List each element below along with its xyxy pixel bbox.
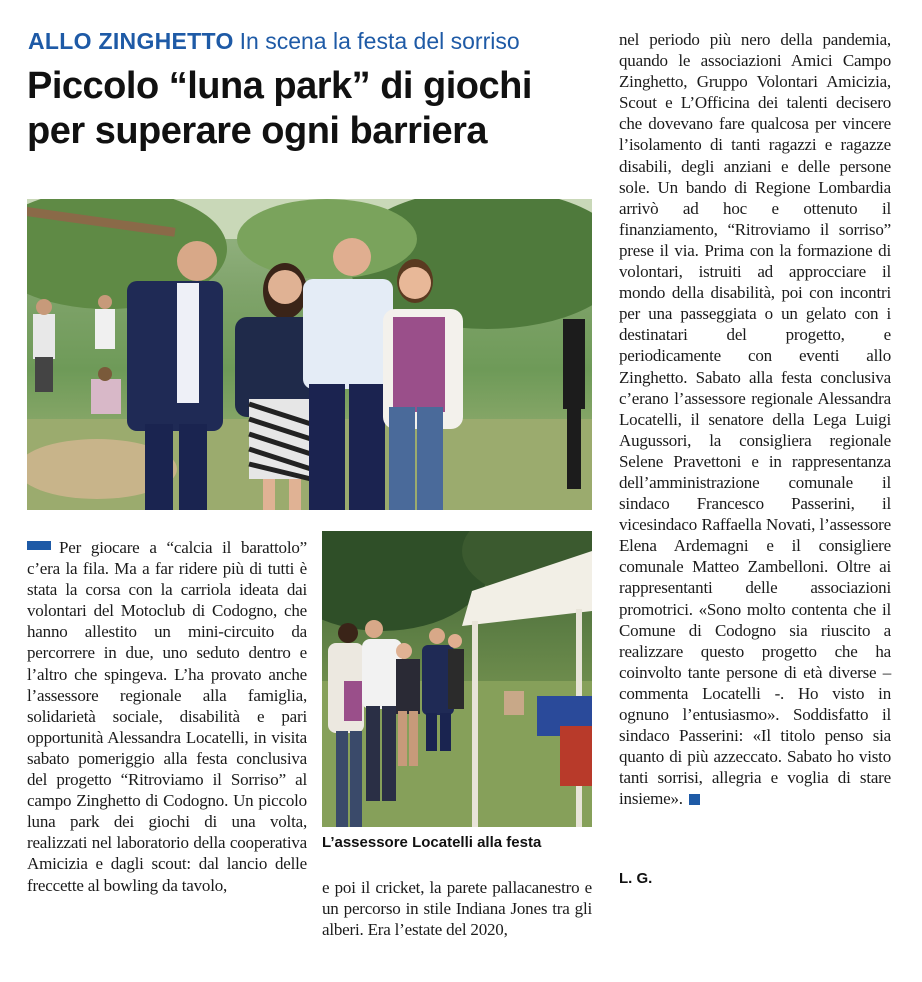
body-text-left: Per giocare a “calcia il barattolo” c’era la fila. Ma a far ridere più di tutti è stata la corsa con la carriola ideata dai volontari del Motoclub di Codogno, che hanno allestito un mini-circuito da percorrere in due, uno seduto dentro e l’altro che spingeva. L’ha provato anche l’assessore regionale alla famiglia, solidarietà sociale, disabilità e pari opportunità Alessandra Locatelli, in visita sabato pomeriggio alla festa conclusiva del progetto “Ritroviamo il Sorriso” al campo Zinghetto di Codogno. Un piccolo luna park dei giochi di una volta, realizzati nel laboratorio della cooperativa Amicizia e dagli scout: dal lancio delle freccette al bowling da tavolo, (27, 538, 307, 895)
headline-line-1: Piccolo “luna park” di giochi (27, 65, 532, 107)
group-photo (27, 199, 592, 510)
byline: L. G. (619, 870, 653, 887)
body-column-right (619, 29, 891, 809)
article-kicker (28, 26, 520, 56)
kicker-subtitle: In scena la festa del sorriso (239, 28, 520, 54)
body-text-middle: e poi il cricket, la parete pallacanestro e un percorso in stile Indiana Jones tra gli alberi. Era l’estate del 2020, (322, 878, 592, 940)
kicker-location: ALLO ZINGHETTO (28, 28, 234, 54)
headline-line-2: per superare ogni barriera (27, 110, 488, 152)
body-column-left (27, 537, 307, 896)
section-marker (27, 541, 51, 550)
event-photo (322, 531, 592, 827)
body-column-middle (322, 877, 592, 940)
photo-caption: L’assessore Locatelli alla festa (322, 834, 542, 851)
end-marker (689, 794, 700, 805)
event-photo-illustration (322, 531, 592, 827)
headline (27, 64, 597, 154)
group-photo-illustration (27, 199, 592, 510)
body-text-right: nel periodo più nero della pandemia, quando le associazioni Amici Campo Zinghetto, Gruppo Volontari Amicizia, Scout e L’Officina dei talenti decisero che dovevano fare qualcosa per vincere l’isolamento di tanti ragazzi e ragazze disabili, degli anziani e delle persone sole. Un bando di Regione Lombardia arrivò ad hoc e ottenuto il finanziamento, “Ritroviamo il sorriso” prese il via. Prima con la formazione di volontari, istruiti ad approcciare il mondo della disabilità, poi con incontri per una passeggiata o un gelato con i destinatari del progetto, e periodicamente con eventi allo Zinghetto. Sabato alla festa conclusiva c’erano l’assessore regionale Alessandra Locatelli, il senatore della Lega Luigi Augussori, la consigliera regionale Selene Pravettoni e in rappresentanza dell’amministrazione comunale il sindaco Francesco Passerini, il vicesindaco Raffaella Novati, l’assessore Elena Ardemagni e il consigliere comunale Matteo Zambelloni. Oltre ai rappresentanti delle associazioni promotrici. «Sono molto contenta che il Comune di Codogno sia riuscito a realizzare questo progetto che ha coinvolto tante persone di età diverse – commenta Locatelli -. Ho visto in ognuno l’entusiasmo». Soddisfatto il sindaco Passerini: «Il titolo penso sia quanto di più azzeccato. Sabato ho visto tanti sorrisi, allegria e voglia di stare insieme». (619, 30, 891, 809)
